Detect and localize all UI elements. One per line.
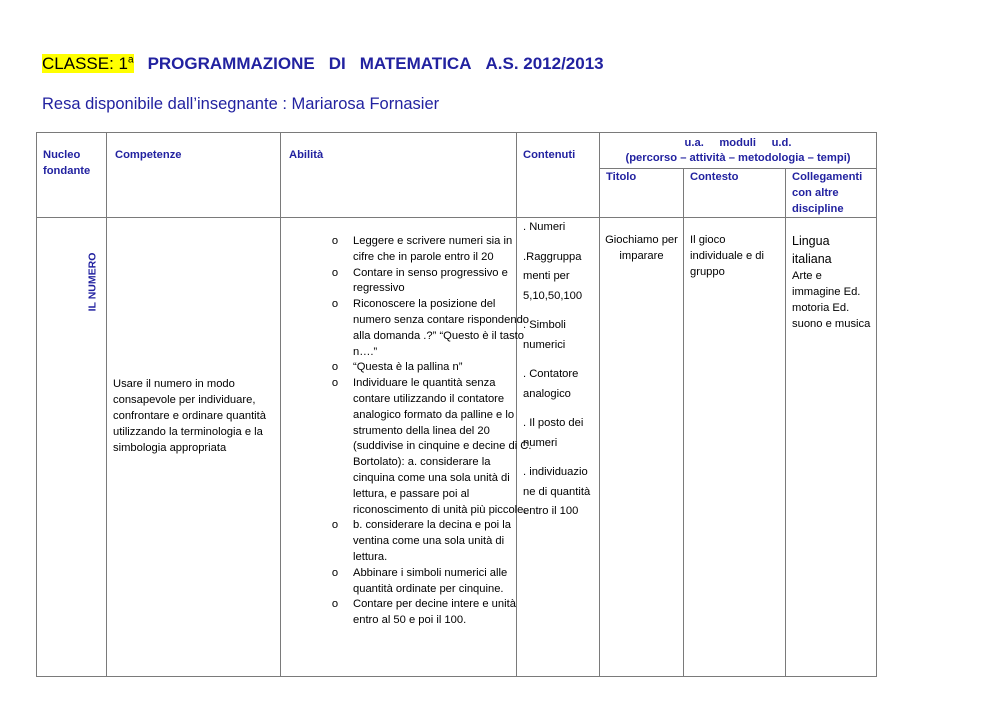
header-collegamenti: Collegamenti con altre discipline <box>786 169 877 218</box>
abilita-item: o Contare per decine intere e unità entro al 50 e poi il 100. <box>331 598 516 627</box>
abilita-list <box>325 234 533 629</box>
abilita-item: o Riconoscere la posizione del numero senza contare rispondendo alla domanda .?” “Questo è il tasto n….” <box>331 298 530 358</box>
competenze-text: Usare il numero in modo consapevole per individuare, confrontare e ordinare quantità utilizzando la terminologia e la simbologia appropriata <box>113 378 266 454</box>
nucleo-cell <box>37 218 107 677</box>
contesto-cell <box>684 218 786 677</box>
title-word-1: PROGRAMMAZIONE <box>147 54 315 73</box>
titolo-text: Giochiamo per imparare <box>605 234 678 262</box>
nucleo-label: IL NUMERO <box>86 252 99 312</box>
contenuti-item: . individuazio ne di quantità entro il 100 <box>523 466 591 517</box>
document-subtitle: Resa disponibile dall’insegnante : Mariarosa Fornasier <box>42 95 440 113</box>
abilita-item: o b. considerare la decina e poi la ventina come una sola unità di lettura. <box>331 519 511 563</box>
header-contesto: Contesto <box>684 169 786 218</box>
header-ua-line1: u.a. moduli u.d. <box>684 136 792 149</box>
contenuti-item: . Numeri <box>523 221 566 233</box>
contenuti-list <box>523 218 595 522</box>
header-contenuti: Contenuti <box>517 133 600 218</box>
contesto-text: Il gioco individuale e di gruppo <box>690 234 765 278</box>
abilita-item: o Individuare le quantità senza contare utilizzando il contatore analogico formato da palline e lo strumento della linea del 20 (suddivise in cinquine e decine di C. Bortolato): a. considerare la cinquina come una sola unità di lettura, e passare poi al riconoscimento di unità più piccole. <box>331 377 532 516</box>
header-abilita: Abilità <box>281 133 517 218</box>
document-title <box>42 54 604 74</box>
collegamenti-item-2: Arte e immagine Ed. motoria Ed. suono e musica <box>792 270 871 330</box>
collegamenti-text <box>786 218 876 332</box>
contenuti-cell <box>517 218 600 677</box>
titolo-cell <box>600 218 684 677</box>
abilita-item: o “Questa è la pallina n” <box>331 361 463 374</box>
collegamenti-cell <box>786 218 877 677</box>
abilita-cell <box>281 218 532 677</box>
contenuti-item: . Simboli numerici <box>523 319 566 351</box>
title-word-3: MATEMATICA <box>359 54 472 73</box>
header-nucleo: Nucleo fondante <box>37 133 107 218</box>
contenuti-item: . Il posto dei numeri <box>523 417 584 449</box>
contenuti-item: . Contatore analogico <box>523 368 579 400</box>
header-ua <box>600 133 877 169</box>
header-ua-line2: (percorso – attività – metodologia – tempi) <box>625 151 851 164</box>
abilita-item: o Contare in senso progressivo e regressivo <box>331 266 508 295</box>
contenuti-item: .Raggruppa menti per 5,10,50,100 <box>523 250 583 302</box>
abilita-item: o Leggere e scrivere numeri sia in cifre che in parole entro il 20 <box>331 235 513 263</box>
title-year: A.S. 2012/2013 <box>485 54 604 73</box>
collegamenti-item-1: Lingua italiana <box>792 234 832 266</box>
header-titolo: Titolo <box>600 169 684 218</box>
title-word-2: DI <box>328 54 346 73</box>
competenze-cell <box>107 218 281 677</box>
curriculum-table <box>36 132 877 677</box>
abilita-item: o Abbinare i simboli numerici alle quantità ordinate per cinquine. <box>331 566 508 595</box>
header-competenze: Competenze <box>107 133 281 218</box>
classe-label: CLASSE: 1$^a$ <box>42 54 134 73</box>
